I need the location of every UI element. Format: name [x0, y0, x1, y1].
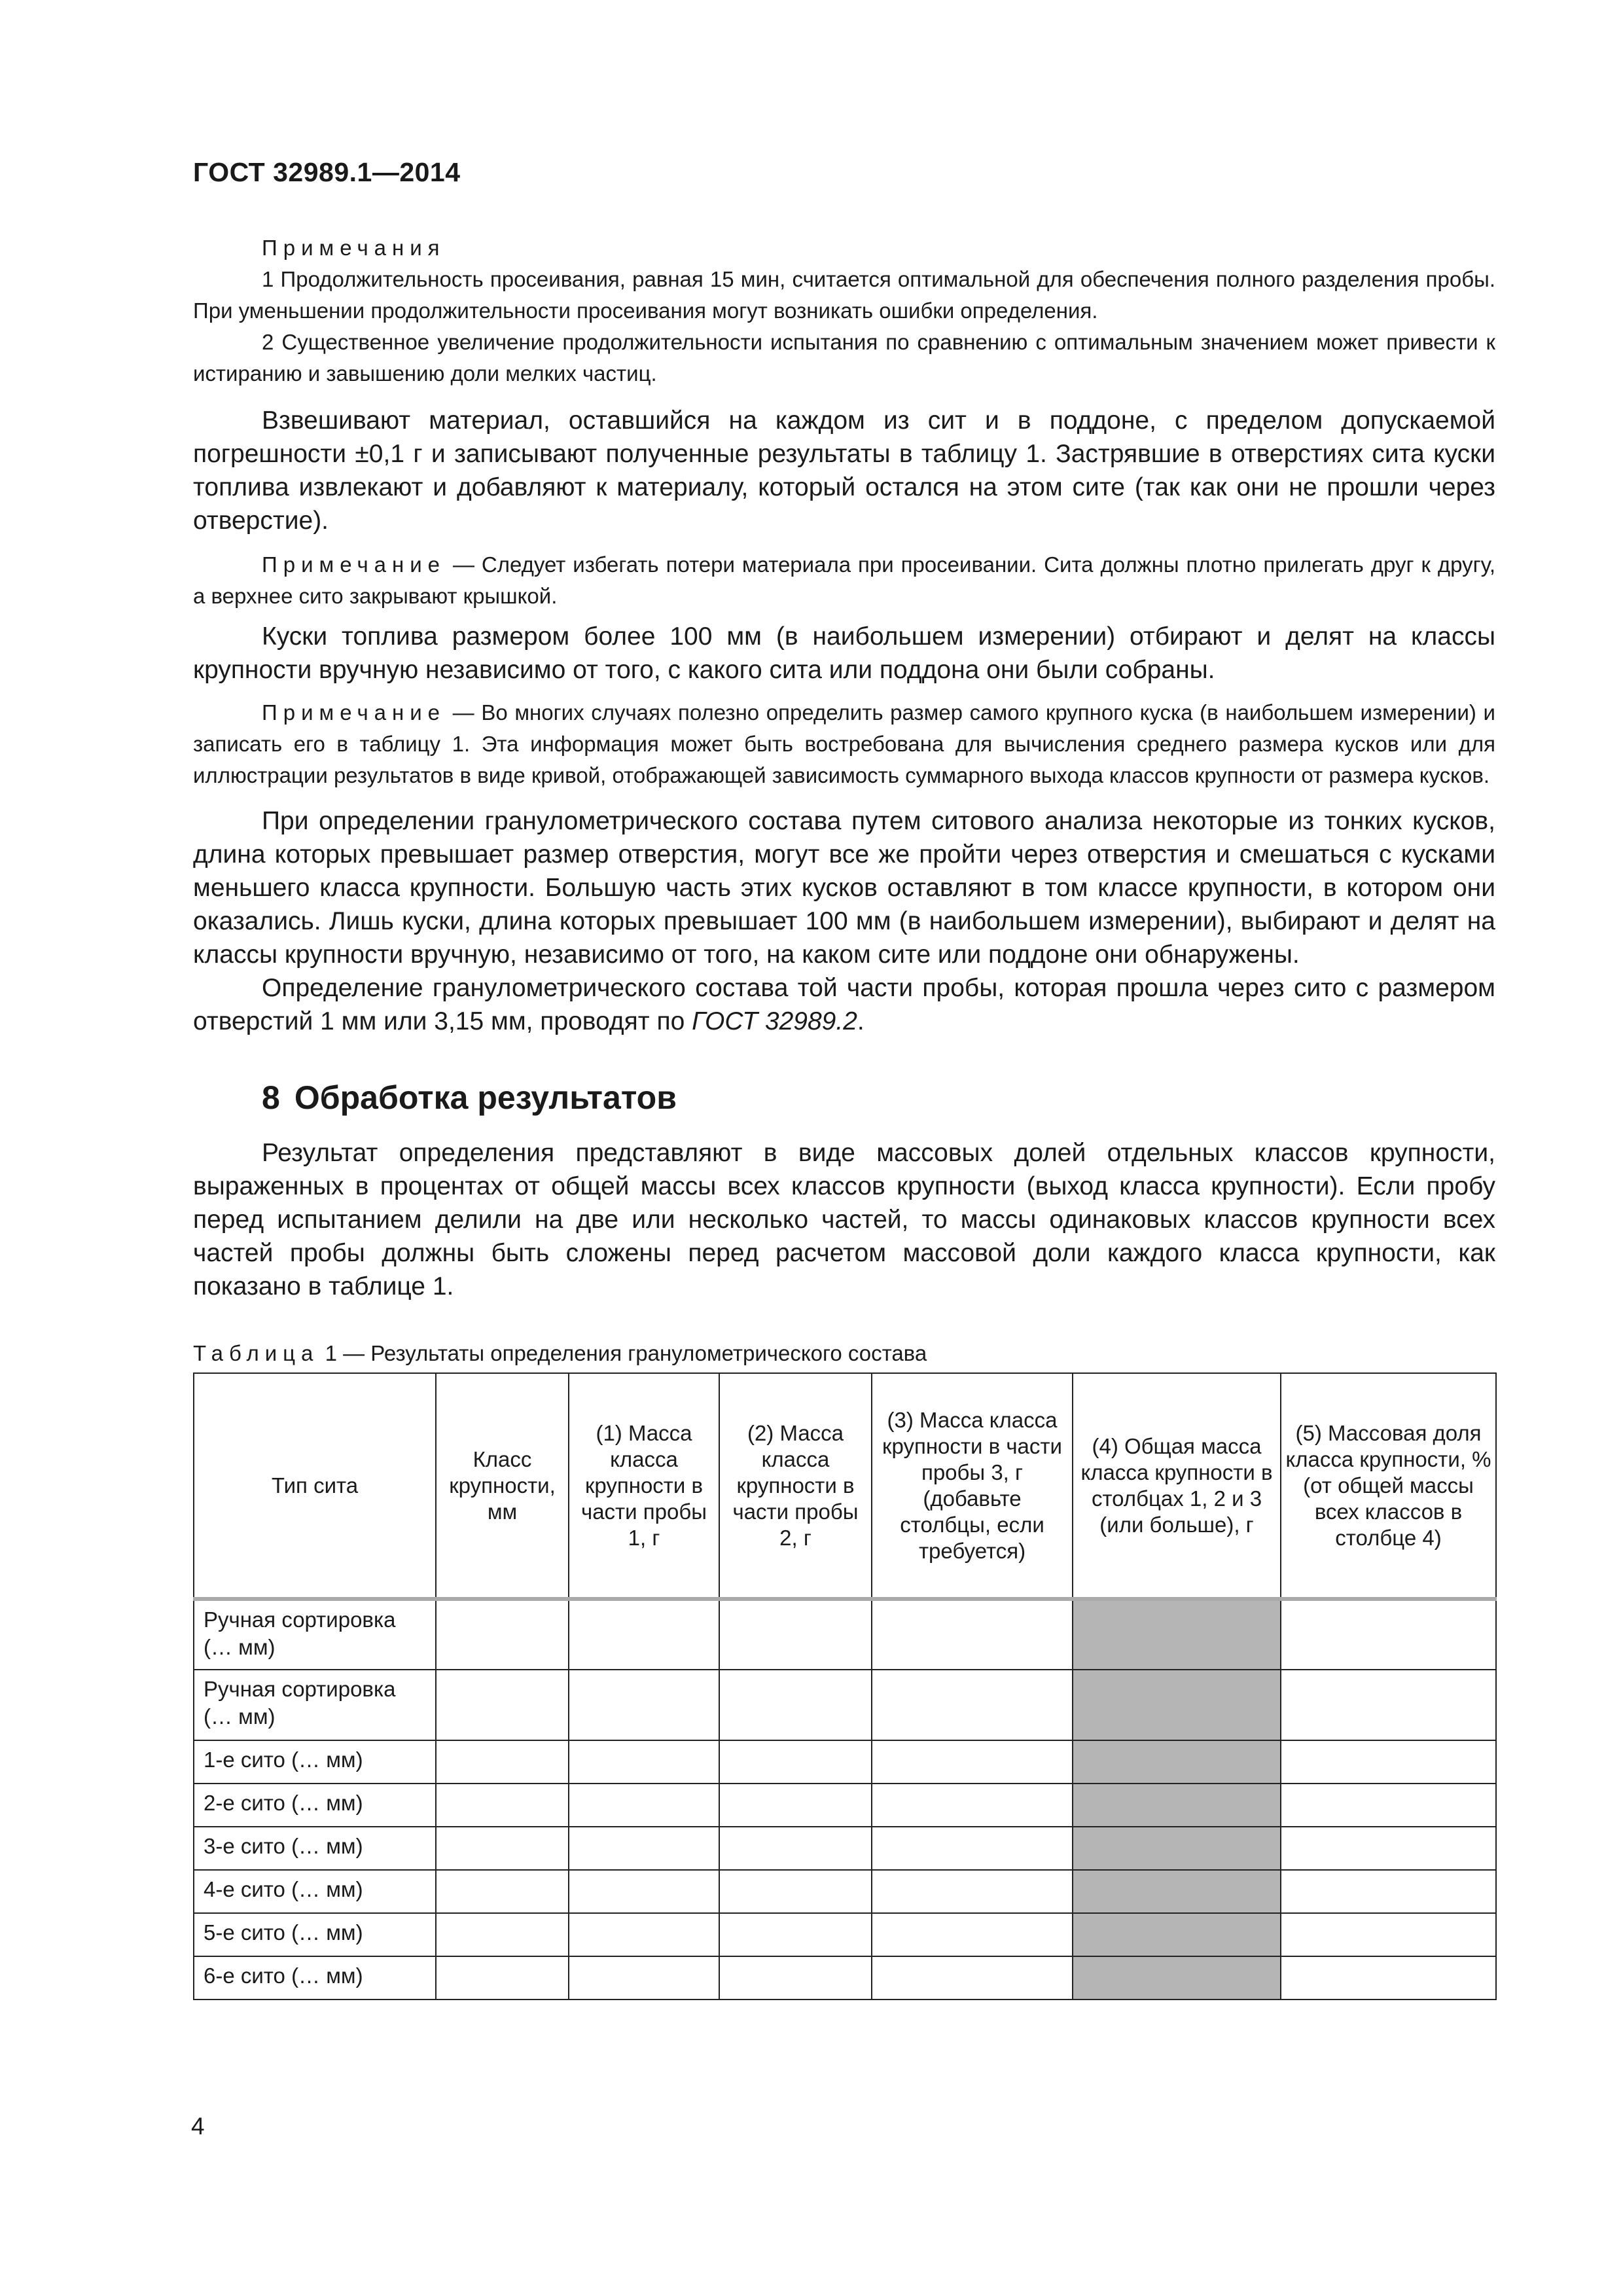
paragraph-text: Определение гранулометрического состава той части пробы, которая прошла через сито с размером отверстий 1 мм или 3,15 мм, проводят по: [193, 974, 1495, 1035]
standard-reference: ГОСТ 32989.2: [692, 1007, 857, 1035]
table-cell: [436, 1956, 569, 2000]
table-cell: 4-е сито (… мм): [194, 1870, 436, 1913]
table-cell: [719, 1827, 872, 1870]
table-row: [194, 1784, 1496, 1827]
notes-title: Примечания: [262, 236, 446, 260]
shaded-cell: [1073, 1870, 1281, 1913]
table-cell: [719, 1599, 872, 1670]
table-cell: [436, 1870, 569, 1913]
table-header-cell: (4) Общая масса класса крупности в столбцах 1, 2 и 3 (или больше), г: [1073, 1373, 1281, 1599]
table-cell: [436, 1913, 569, 1956]
paragraph-end: .: [857, 1007, 865, 1035]
table-cell: [436, 1599, 569, 1670]
table-cell: [719, 1956, 872, 2000]
note-item: 2 Существенное увеличение продолжительности испытания по сравнению с оптимальным значением может привести к истиранию и завышению доли мелких частиц.: [193, 330, 1495, 386]
table-row: [194, 1740, 1496, 1784]
table-cell: [1281, 1670, 1496, 1740]
note-label: Примечание: [262, 700, 446, 725]
document-code: ГОСТ 32989.1—2014: [193, 157, 461, 187]
note-item: 1 Продолжительность просеивания, равная 15 мин, считается оптимальной для обеспечения полного разделения пробы. При уменьшении продолжительности просеивания могут возникать ошибки определения.: [193, 267, 1495, 323]
table-header-cell: Класс крупности, мм: [436, 1373, 569, 1599]
table-cell: [1281, 1827, 1496, 1870]
table-cell: [1281, 1913, 1496, 1956]
table-header-cell: (2) Масса класса крупности в части пробы 2, г: [719, 1373, 872, 1599]
page-number: 4: [191, 2113, 205, 2140]
note-text: — Во многих случаях полезно определить размер самого крупного куска (в наибольшем измерении) и записать его в таблицу 1. Эта информация может быть востребована для вычисления среднего размера кусков или для иллюстрации результатов в виде кривой, отображающей зависимость суммарного выхода классов крупности от размера кусков.: [193, 700, 1495, 787]
table-cell: [1281, 1740, 1496, 1784]
table-cell: [872, 1784, 1073, 1827]
table-cell: [569, 1956, 719, 2000]
shaded-cell: [1073, 1827, 1281, 1870]
table-row: [194, 1913, 1496, 1956]
paragraph: [193, 971, 1495, 1038]
table-row: [194, 1827, 1496, 1870]
table-header-cell: (3) Масса класса крупности в части пробы 3, г (добавьте столбцы, если требуется): [872, 1373, 1073, 1599]
table-cell: [436, 1740, 569, 1784]
table-cell: [872, 1956, 1073, 2000]
results-table: [193, 1372, 1497, 2000]
table-cell: [569, 1870, 719, 1913]
table-cell: [436, 1670, 569, 1740]
note-text: — Следует избегать потери материала при просеивании. Сита должны плотно прилегать друг к другу, а верхнее сито закрывают крышкой.: [193, 552, 1495, 608]
table-cell: [719, 1670, 872, 1740]
paragraph: Куски топлива размером более 100 мм (в наибольшем измерении) отбирают и делят на классы крупности вручную независимо от того, с какого сита или поддона они были собраны.: [193, 622, 1495, 684]
table-cell: [1281, 1784, 1496, 1827]
table-cell: [436, 1784, 569, 1827]
table-cell: [1281, 1956, 1496, 2000]
table-row: [194, 1870, 1496, 1913]
section-heading: [262, 1079, 1495, 1117]
table-cell: [719, 1784, 872, 1827]
shaded-cell: [1073, 1599, 1281, 1670]
table-header-row: [194, 1373, 1496, 1599]
table-cell: [872, 1913, 1073, 1956]
table-caption-label: Таблица: [193, 1341, 319, 1365]
page-content: [193, 232, 1495, 2000]
table-cell: [872, 1740, 1073, 1784]
table-header-cell: (5) Массовая доля класса крупности, % (от общей массы всех классов в столбце 4): [1281, 1373, 1496, 1599]
table-cell: 2-е сито (… мм): [194, 1784, 436, 1827]
table-cell: 6-е сито (… мм): [194, 1956, 436, 2000]
shaded-cell: [1073, 1956, 1281, 2000]
table-caption: [193, 1341, 1495, 1366]
section-title: Обработка результатов: [294, 1079, 677, 1116]
table-cell: [719, 1870, 872, 1913]
table-cell: [1281, 1599, 1496, 1670]
table-cell: [569, 1784, 719, 1827]
table-cell: Ручная сортировка (… мм): [194, 1599, 436, 1670]
table-cell: [569, 1740, 719, 1784]
table-cell: [872, 1827, 1073, 1870]
note: [193, 549, 1495, 612]
table-caption-text: 1 — Результаты определения гранулометрического состава: [325, 1341, 927, 1365]
shaded-cell: [1073, 1670, 1281, 1740]
table-cell: [719, 1740, 872, 1784]
table-cell: [719, 1913, 872, 1956]
table-cell: Ручная сортировка (… мм): [194, 1670, 436, 1740]
table-cell: [569, 1827, 719, 1870]
section-number: 8: [262, 1079, 280, 1116]
table-cell: [872, 1670, 1073, 1740]
table-cell: [1281, 1870, 1496, 1913]
shaded-cell: [1073, 1784, 1281, 1827]
table-cell: [872, 1870, 1073, 1913]
table-cell: [569, 1913, 719, 1956]
table-cell: [872, 1599, 1073, 1670]
table-cell: [436, 1827, 569, 1870]
paragraph: Результат определения представляют в виде массовых долей отдельных классов крупности, выраженных в процентах от общей массы всех классов крупности (выход класса крупности). Если пробу перед испытанием делили на две или несколько частей, то массы одинаковых классов крупности всех частей пробы должны быть сложены перед расчетом массовой доли каждого класса крупности, как показано в таблице 1.: [193, 1139, 1495, 1300]
note: [193, 697, 1495, 791]
paragraph: Взвешивают материал, оставшийся на каждом из сит и в поддоне, с пределом допускаемой погрешности ±0,1 г и записывают полученные результаты в таблицу 1. Застрявшие в отверстиях сита куски топлива извлекают и добавляют к материалу, который остался на этом сите (так как они не прошли через отверстие).: [193, 406, 1495, 535]
table-cell: 3-е сито (… мм): [194, 1827, 436, 1870]
table-row: [194, 1956, 1496, 2000]
table-cell: [569, 1599, 719, 1670]
table-cell: [569, 1670, 719, 1740]
table-row: [194, 1599, 1496, 1670]
notes-block: [193, 232, 1495, 389]
table-header-cell: (1) Масса класса крупности в части пробы 1, г: [569, 1373, 719, 1599]
shaded-cell: [1073, 1740, 1281, 1784]
table-cell: 1-е сито (… мм): [194, 1740, 436, 1784]
table-row: [194, 1670, 1496, 1740]
table-cell: 5-е сито (… мм): [194, 1913, 436, 1956]
note-label: Примечание: [262, 552, 446, 577]
shaded-cell: [1073, 1913, 1281, 1956]
paragraph: При определении гранулометрического состава путем ситового анализа некоторые из тонких кусков, длина которых превышает размер отверстия, могут все же пройти через отверстия и смешаться с кусками меньшего класса крупности. Большую часть этих кусков оставляют в том классе крупности, в котором они оказались. Лишь куски, длина которых превышает 100 мм (в наибольшем измерении), выбирают и делят на классы крупности вручную, независимо от того, на каком сите или поддоне они обнаружены.: [193, 807, 1495, 969]
table-header-cell: Тип сита: [194, 1373, 436, 1599]
